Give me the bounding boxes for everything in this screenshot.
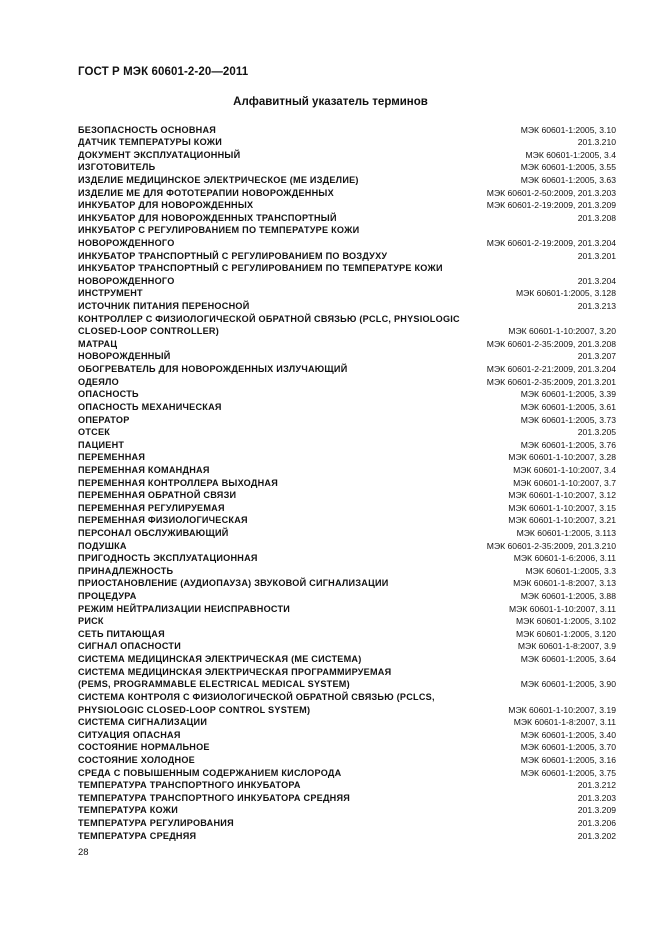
index-term-line: ТЕМПЕРАТУРА ТРАНСПОРТНОГО ИНКУБАТОРА (78, 780, 301, 791)
index-term-line: ОБОГРЕВАТЕЛЬ ДЛЯ НОВОРОЖДЕННЫХ ИЗЛУЧАЮЩИЙ (78, 364, 348, 375)
index-entry (78, 464, 616, 477)
index-reference: 201.3.209 (577, 805, 616, 816)
index-entry (78, 691, 616, 716)
index-entry (78, 779, 616, 792)
index-entry (78, 136, 616, 149)
index-term-line: МАТРАЦ (78, 338, 118, 349)
index-entry (78, 426, 616, 439)
index-term (78, 514, 508, 527)
index-term-line: ОПЕРАТОР (78, 414, 130, 425)
index-term (78, 502, 508, 515)
index-term-line: ПЕРСОНАЛ ОБСЛУЖИВАЮЩИЙ (78, 528, 229, 538)
index-term-line: СИСТЕМА МЕДИЦИНСКАЯ ЭЛЕКТРИЧЕСКАЯ ПРОГРАММИРУЕМАЯ (78, 666, 392, 677)
index-reference: МЭК 60601-1:2005, 3.64 (520, 654, 616, 665)
index-reference: МЭК 60601-2-21:2009, 201.3.204 (486, 364, 616, 375)
index-entry (78, 804, 616, 817)
index-term-line: ИНКУБАТОР С РЕГУЛИРОВАНИЕМ ПО ТЕМПЕРАТУРЕ КОЖИ (78, 225, 360, 236)
index-term (78, 124, 521, 137)
index-term-line: КОНТРОЛЛЕР С ФИЗИОЛОГИЧЕСКОЙ ОБРАТНОЙ СВЯЗЬЮ (PCLC, PHYSIOLOGIC (78, 313, 460, 324)
index-term (78, 615, 516, 628)
index-term-line: ИЗДЕЛИЕ МЕ ДЛЯ ФОТОТЕРАПИИ НОВОРОЖДЕННЫХ (78, 187, 334, 198)
index-reference: МЭК 60601-1-10:2007, 3.19 (508, 704, 616, 715)
index-entry (78, 653, 616, 666)
index-entry (78, 830, 616, 843)
index-reference: МЭК 60601-1:2005, 3.70 (520, 742, 616, 753)
index-term (78, 187, 487, 200)
index-entry (78, 477, 616, 490)
index-reference: МЭК 60601-1:2005, 3.61 (520, 401, 616, 412)
index-entry (78, 729, 616, 742)
index-reference: 201.3.205 (577, 427, 616, 438)
index-reference: МЭК 60601-2-35:2009, 201.3.208 (486, 338, 616, 349)
index-term-line: ПРИОСТАНОВЛЕНИЕ (АУДИОПАУЗА) ЗВУКОВОЙ СИГНАЛИЗАЦИИ (78, 578, 389, 589)
index-entry (78, 174, 616, 187)
index-term-line: ПРИНАДЛЕЖНОСТЬ (78, 565, 174, 576)
index-entry (78, 199, 616, 212)
page-number: 28 (78, 847, 89, 858)
index-reference: МЭК 60601-1-8:2007, 3.11 (513, 717, 616, 728)
index-term (78, 439, 521, 452)
index-reference: МЭК 60601-1-10:2007, 3.12 (508, 490, 616, 501)
index-term-line: ИНКУБАТОР ТРАНСПОРТНЫЙ С РЕГУЛИРОВАНИЕМ ПО ВОЗДУХУ (78, 250, 388, 261)
index-entry (78, 590, 616, 603)
index-term-line: СИСТЕМА КОНТРОЛЯ С ФИЗИОЛОГИЧЕСКОЙ ОБРАТНОЙ СВЯЗЬЮ (PCLCS, (78, 691, 435, 702)
index-entry (78, 502, 616, 515)
index-term (78, 363, 487, 376)
index-reference: МЭК 60601-1:2005, 3.120 (515, 628, 616, 639)
index-reference: МЭК 60601-1:2005, 3.90 (520, 679, 616, 690)
index-term-line: СИСТЕМА СИГНАЛИЗАЦИИ (78, 717, 208, 728)
index-term-line: НОВОРОЖДЕННОГО (78, 275, 175, 286)
index-entry (78, 577, 616, 590)
index-term (78, 691, 508, 716)
index-reference: 201.3.202 (577, 830, 616, 841)
index-term (78, 603, 509, 616)
index-term-line: ПЕРЕМЕННАЯ ОБРАТНОЙ СВЯЗИ (78, 490, 237, 501)
index-term-line: ИЗГОТОВИТЕЛЬ (78, 162, 156, 173)
index-entry (78, 338, 616, 351)
index-entry (78, 767, 616, 780)
standard-header: ГОСТ Р МЭК 60601-2-20—2011 (78, 66, 249, 78)
index-entry (78, 401, 616, 414)
index-term (78, 565, 526, 578)
index-reference: МЭК 60601-2-19:2009, 201.3.209 (486, 200, 616, 211)
index-reference: МЭК 60601-1:2005, 3.88 (520, 591, 616, 602)
index-reference: 201.3.204 (577, 275, 616, 286)
index-term (78, 224, 487, 249)
index-term (78, 729, 521, 742)
index-term (78, 628, 516, 641)
index-entry (78, 388, 616, 401)
index-reference: 201.3.206 (577, 818, 616, 829)
index-term-line: ПЕРЕМЕННАЯ ФИЗИОЛОГИЧЕСКАЯ (78, 515, 248, 526)
index-term (78, 287, 516, 300)
index-term (78, 174, 521, 187)
index-reference: МЭК 60601-1:2005, 3.113 (516, 528, 616, 538)
index-term-line: ПОДУШКА (78, 540, 127, 551)
index-title: Алфавитный указатель терминов (233, 96, 428, 108)
index-entry (78, 250, 616, 263)
index-entry (78, 716, 616, 729)
index-term (78, 716, 514, 729)
index-reference: 201.3.201 (577, 250, 616, 261)
index-term-line: РИСК (78, 616, 104, 627)
index-term (78, 300, 578, 313)
index-entry (78, 640, 616, 653)
index-term (78, 149, 526, 162)
index-entry (78, 628, 616, 641)
index-entry (78, 489, 616, 502)
index-entry (78, 363, 616, 376)
index-term (78, 376, 487, 389)
index-entry (78, 262, 616, 287)
index-term-line: (PEMS, PROGRAMMABLE ELECTRICAL MEDICAL SYSTEM) (78, 679, 350, 690)
index-reference: МЭК 60601-1-10:2007, 3.28 (508, 452, 616, 463)
index-term (78, 161, 521, 174)
index-entry (78, 212, 616, 225)
index-term-line: ТЕМПЕРАТУРА ТРАНСПОРТНОГО ИНКУБАТОРА СРЕДНЯЯ (78, 792, 351, 803)
index-term (78, 527, 517, 540)
index-entry (78, 287, 616, 300)
index-term (78, 477, 513, 490)
index-entry (78, 161, 616, 174)
index-reference: МЭК 60601-2-35:2009, 201.3.201 (486, 376, 616, 387)
index-term (78, 804, 578, 817)
index-reference: 201.3.210 (577, 137, 616, 148)
index-term (78, 767, 521, 780)
index-term-line: СЕТЬ ПИТАЮЩАЯ (78, 628, 165, 639)
index-term (78, 817, 578, 830)
index-reference: МЭК 60601-1:2005, 3.73 (520, 414, 616, 425)
index-term (78, 451, 508, 464)
index-entry (78, 817, 616, 830)
index-term (78, 212, 578, 225)
index-reference: МЭК 60601-1:2005, 3.102 (515, 616, 616, 627)
index-term-line: ОДЕЯЛО (78, 376, 119, 387)
index-entry (78, 615, 616, 628)
index-entry (78, 741, 616, 754)
index-term (78, 830, 578, 843)
index-term-line: ДАТЧИК ТЕМПЕРАТУРЫ КОЖИ (78, 137, 223, 148)
index-term-line: ОТСЕК (78, 427, 111, 438)
index-reference: 201.3.208 (577, 212, 616, 223)
index-reference: МЭК 60601-2-19:2009, 201.3.204 (486, 237, 616, 248)
index-entry (78, 187, 616, 200)
index-entry (78, 224, 616, 249)
index-reference: МЭК 60601-1:2005, 3.16 (520, 754, 616, 765)
index-term (78, 350, 578, 363)
index-term-line: ТЕМПЕРАТУРА СРЕДНЯЯ (78, 830, 197, 841)
index-term (78, 540, 487, 553)
index-term (78, 338, 487, 351)
index-term (78, 250, 578, 263)
index-reference: МЭК 60601-1-10:2007, 3.20 (508, 326, 616, 337)
index-term-line: ИСТОЧНИК ПИТАНИЯ ПЕРЕНОСНОЙ (78, 301, 250, 312)
index-entry (78, 552, 616, 565)
index-entry (78, 754, 616, 767)
index-term (78, 653, 521, 666)
index-reference: МЭК 60601-2-35:2009, 201.3.210 (486, 540, 616, 551)
index-term-line: СИГНАЛ ОПАСНОСТИ (78, 641, 182, 652)
index-term (78, 754, 521, 767)
index-term (78, 414, 521, 427)
index-reference: МЭК 60601-1:2005, 3.76 (520, 439, 616, 450)
index-term-line: ДОКУМЕНТ ЭКСПЛУАТАЦИОННЫЙ (78, 149, 241, 160)
index-entry (78, 376, 616, 389)
index-term-line: РЕЖИМ НЕЙТРАЛИЗАЦИИ НЕИСПРАВНОСТИ (78, 603, 291, 614)
index-entry (78, 451, 616, 464)
index-reference: МЭК 60601-1-10:2007, 3.4 (513, 464, 616, 475)
index-term-line: ИНКУБАТОР ДЛЯ НОВОРОЖДЕННЫХ ТРАНСПОРТНЫЙ (78, 212, 337, 223)
index-reference: МЭК 60601-1:2005, 3.63 (520, 174, 616, 185)
index-term (78, 779, 578, 792)
index-entry (78, 439, 616, 452)
index-term-line: ИЗДЕЛИЕ МЕДИЦИНСКОЕ ЭЛЕКТРИЧЕСКОЕ (МЕ ИЗДЕЛИЕ) (78, 174, 359, 185)
index-term-line: ПРОЦЕДУРА (78, 591, 137, 602)
index-term (78, 313, 508, 338)
index-reference: МЭК 60601-1-8:2007, 3.9 (517, 641, 616, 652)
index-reference: МЭК 60601-2-50:2009, 201.3.203 (486, 187, 616, 198)
index-entry (78, 540, 616, 553)
index-reference: МЭК 60601-1:2005, 3.55 (520, 162, 616, 173)
index-term-line: ИНКУБАТОР ТРАНСПОРТНЫЙ С РЕГУЛИРОВАНИЕМ ПО ТЕМПЕРАТУРЕ КОЖИ (78, 263, 443, 274)
index-entry (78, 149, 616, 162)
index-reference: МЭК 60601-1-8:2007, 3.13 (513, 578, 616, 589)
index-term (78, 590, 521, 603)
index-reference: МЭК 60601-1:2005, 3.39 (520, 389, 616, 400)
index-entry (78, 666, 616, 691)
index-reference: МЭК 60601-1:2005, 3.40 (520, 729, 616, 740)
index-term (78, 426, 578, 439)
index-entry (78, 792, 616, 805)
index-term-line: ПЕРЕМЕННАЯ КОМАНДНАЯ (78, 464, 210, 475)
index-reference: МЭК 60601-1:2005, 3.4 (525, 149, 616, 160)
index-entry (78, 124, 616, 137)
index-term (78, 136, 578, 149)
index-reference: МЭК 60601-1-6:2006, 3.11 (513, 553, 616, 564)
index-term-line: НОВОРОЖДЕННОГО (78, 237, 175, 248)
index-term (78, 666, 521, 691)
index-entry (78, 603, 616, 616)
index-term (78, 262, 578, 287)
index-term-line: ТЕМПЕРАТУРА КОЖИ (78, 805, 179, 816)
index-term-line: СОСТОЯНИЕ НОРМАЛЬНОЕ (78, 742, 210, 753)
index-term-line: ПЕРЕМЕННАЯ (78, 452, 146, 463)
index-term-line: CLOSED-LOOP CONTROLLER) (78, 326, 219, 337)
index-term-line: ТЕМПЕРАТУРА РЕГУЛИРОВАНИЯ (78, 818, 234, 829)
index-entry (78, 565, 616, 578)
index-entry (78, 514, 616, 527)
index-term-line: ПЕРЕМЕННАЯ КОНТРОЛЛЕРА ВЫХОДНАЯ (78, 477, 279, 488)
index-entry (78, 414, 616, 427)
index-entry (78, 527, 616, 540)
index-reference: 201.3.203 (577, 792, 616, 803)
index-term (78, 792, 578, 805)
index-term-line: ИНКУБАТОР ДЛЯ НОВОРОЖДЕННЫХ (78, 200, 254, 211)
index-term (78, 199, 487, 212)
index-reference: 201.3.212 (577, 780, 616, 791)
index-entry (78, 300, 616, 313)
index-term-line: СРЕДА С ПОВЫШЕННЫМ СОДЕРЖАНИЕМ КИСЛОРОДА (78, 767, 342, 778)
index-term (78, 464, 513, 477)
index-term (78, 552, 514, 565)
index-term-line: СИСТЕМА МЕДИЦИНСКАЯ ЭЛЕКТРИЧЕСКАЯ (МЕ СИСТЕМА) (78, 654, 362, 665)
index-term-line: ПАЦИЕНТ (78, 439, 125, 450)
index-term-line: ОПАСНОСТЬ МЕХАНИЧЕСКАЯ (78, 401, 222, 412)
index-term (78, 640, 518, 653)
index-term-line: ОПАСНОСТЬ (78, 389, 139, 400)
index-term (78, 401, 521, 414)
index-term (78, 388, 521, 401)
index-term-line: НОВОРОЖДЕННЫЙ (78, 351, 171, 362)
index-term-line: PHYSIOLOGIC CLOSED-LOOP CONTROL SYSTEM) (78, 704, 311, 715)
index-term-line: СИТУАЦИЯ ОПАСНАЯ (78, 729, 181, 740)
term-index-list (78, 124, 616, 843)
index-term-line: СОСТОЯНИЕ ХОЛОДНОЕ (78, 754, 195, 765)
index-term-line: ИНСТРУМЕНТ (78, 288, 143, 299)
index-term (78, 489, 508, 502)
index-reference: МЭК 60601-1:2005, 3.75 (520, 767, 616, 778)
index-term (78, 577, 513, 590)
index-reference: МЭК 60601-1:2005, 3.3 (525, 565, 616, 576)
index-reference: МЭК 60601-1-10:2007, 3.11 (508, 603, 616, 614)
index-reference: МЭК 60601-1-10:2007, 3.15 (508, 502, 616, 513)
index-reference: МЭК 60601-1:2005, 3.10 (520, 124, 616, 135)
index-term (78, 741, 521, 754)
index-entry (78, 350, 616, 363)
index-reference: МЭК 60601-1-10:2007, 3.7 (513, 477, 616, 488)
index-reference: МЭК 60601-1:2005, 3.128 (515, 288, 616, 299)
index-term-line: БЕЗОПАСНОСТЬ ОСНОВНАЯ (78, 124, 217, 135)
index-reference: 201.3.207 (577, 351, 616, 362)
index-term-line: ПЕРЕМЕННАЯ РЕГУЛИРУЕМАЯ (78, 502, 225, 513)
index-reference: 201.3.213 (577, 301, 616, 312)
index-reference: МЭК 60601-1-10:2007, 3.21 (508, 515, 616, 526)
index-term-line: ПРИГОДНОСТЬ ЭКСПЛУАТАЦИОННАЯ (78, 553, 258, 564)
index-entry (78, 313, 616, 338)
